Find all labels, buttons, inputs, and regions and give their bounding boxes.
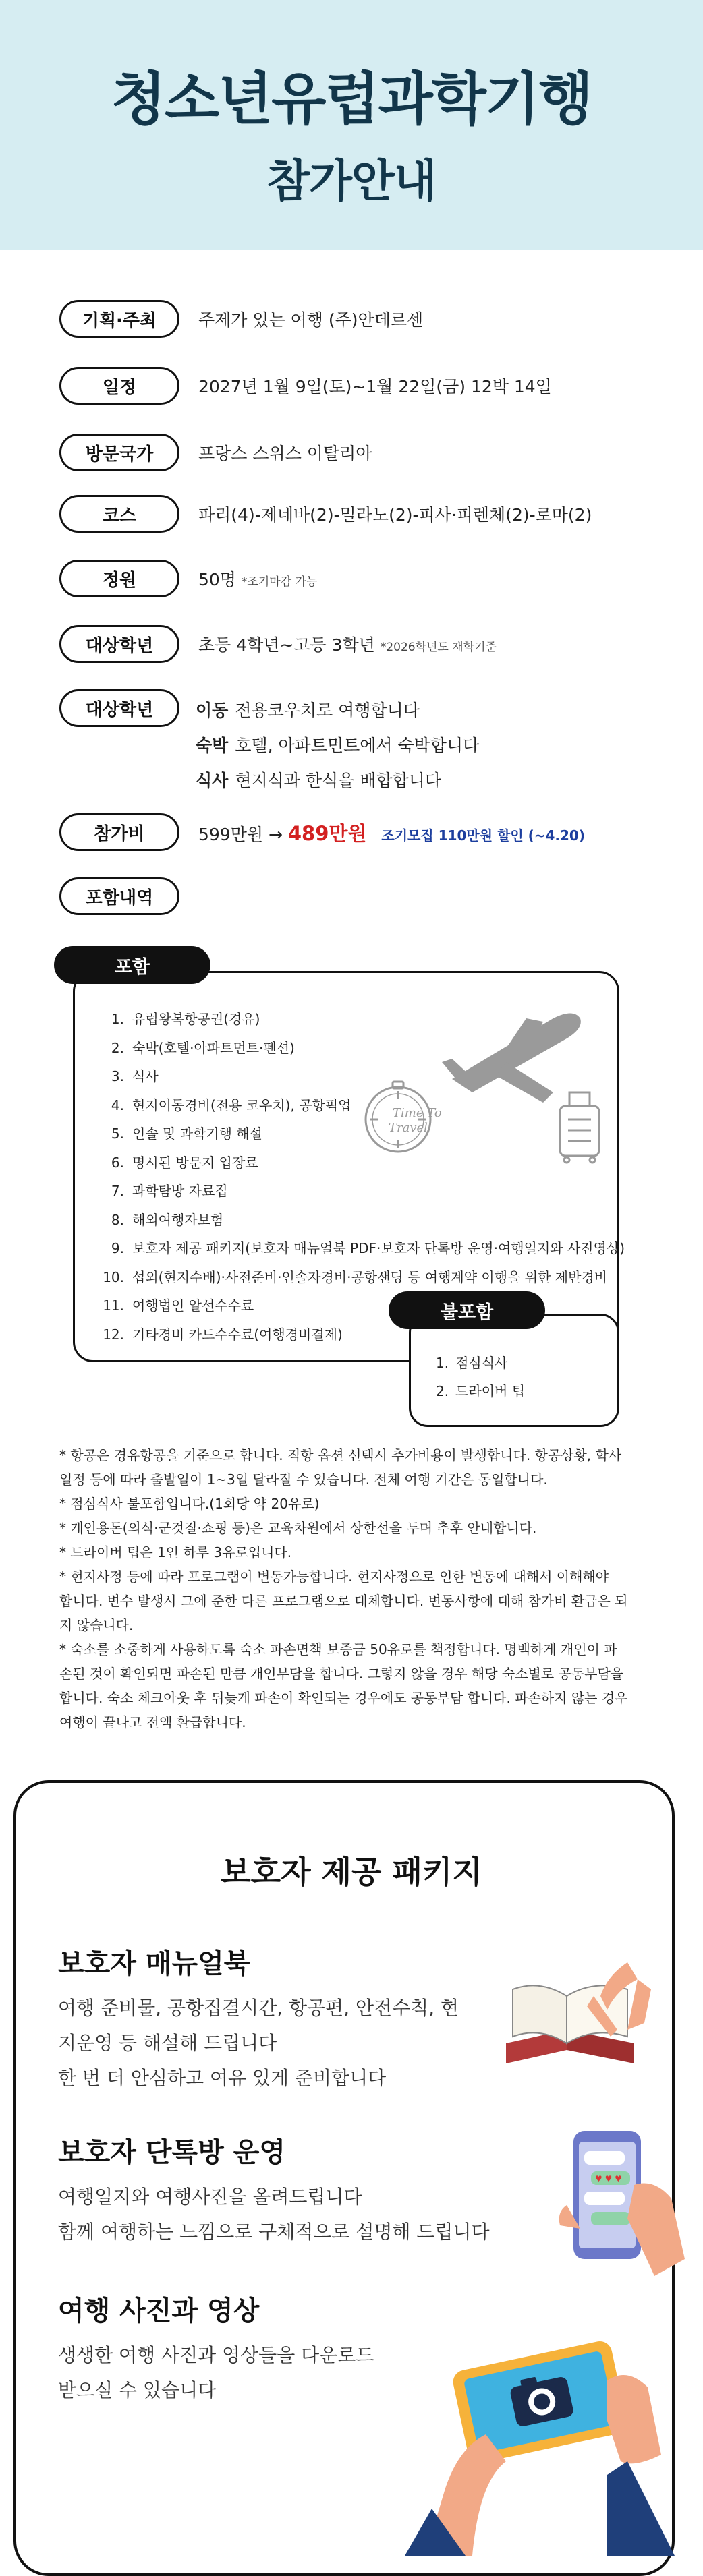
phone-chat-icon [553, 2124, 688, 2279]
target-key: 식사 [196, 771, 229, 790]
item-number: 3. [111, 1068, 124, 1084]
list-item [101, 1263, 625, 1292]
item-text: 여행법인 알선수수료 [132, 1297, 254, 1314]
target-text: 호텔, 아파트먼트에서 숙박합니다 [235, 736, 480, 755]
item-number: 9. [111, 1240, 124, 1256]
fee-value [198, 819, 585, 846]
camera-phone-icon [405, 2286, 688, 2556]
info-row-course [59, 494, 592, 534]
item-text: 인솔 및 과학기행 해설 [132, 1125, 262, 1142]
travel-illustration [351, 991, 607, 1167]
list-item [101, 1234, 625, 1263]
note-line: * 현지사정 등에 따라 프로그램이 변동가능합니다. 현지사정으로 인한 변동에 대해서 이해해야 [59, 1569, 609, 1585]
label-pill: 기획·주최 [59, 300, 179, 338]
countries-value: 프랑스 스위스 이탈리아 [198, 444, 372, 463]
target-line [196, 728, 479, 763]
excluded-tab: 불포함 [389, 1291, 545, 1329]
note-line: * 항공은 경유항공을 기준으로 합니다. 직항 옵션 선택시 추가비용이 발생합니다. 항공상황, 학사 [59, 1447, 622, 1463]
course-value: 파리(4)-제네바(2)-밀라노(2)-피사·피렌체(2)-로마(2) [198, 505, 592, 525]
suitcase-icon [560, 1092, 599, 1163]
text-line: 함께 여행하는 느낌으로 구체적으로 설명해 드립니다 [58, 2221, 490, 2243]
item-number: 1. [436, 1355, 449, 1371]
item-text: 숙박(호텔·아파트먼트·펜션) [132, 1039, 295, 1056]
note-line: 지 않습니다. [59, 1617, 134, 1633]
chatroom-heading: 보호자 단톡방 운영 [58, 2137, 285, 2168]
text-line: 받으실 수 있습니다 [58, 2379, 217, 2401]
svg-text:♥ ♥ ♥: ♥ ♥ ♥ [595, 2174, 622, 2184]
target-key: 숙박 [196, 736, 229, 755]
label-pill: 방문국가 [59, 434, 179, 471]
item-text: 과학탐방 자료집 [132, 1183, 228, 1199]
stamp-text-bottom: Travel [389, 1121, 428, 1135]
manual-heading: 보호자 매뉴얼북 [58, 1948, 250, 1979]
fee-original: 599만원 → [198, 824, 283, 844]
item-number: 5. [111, 1125, 124, 1142]
item-number: 11. [103, 1297, 124, 1314]
item-number: 10. [103, 1268, 124, 1285]
photo-video-heading: 여행 사진과 영상 [58, 2295, 260, 2326]
note-line: * 점심식사 불포함입니다.(1회당 약 20유로) [59, 1496, 320, 1512]
item-number: 7. [111, 1183, 124, 1199]
note-line: * 드라이버 팁은 1인 하루 3유로입니다. [59, 1544, 292, 1560]
excluded-list [436, 1349, 525, 1405]
package-title: 보호자 제공 패키지 [221, 1854, 482, 1890]
info-row-grade [59, 624, 497, 664]
item-text: 유럽왕복항공권(경유) [132, 1011, 260, 1027]
target-text: 전용코우치로 여행합니다 [235, 701, 420, 720]
info-row-schedule [59, 365, 552, 406]
manual-text [58, 1991, 459, 2096]
grade-range: 초등 4학년~고등 3학년 [198, 635, 375, 655]
item-number: 4. [111, 1096, 124, 1113]
label-pill: 대상학년 [59, 689, 179, 727]
chatroom-text [58, 2179, 490, 2250]
item-text: 점심식사 [455, 1355, 508, 1371]
info-row-target [59, 688, 179, 728]
airplane-icon [442, 1014, 581, 1103]
page-subtitle: 참가안내 [266, 155, 437, 207]
schedule-value: 2027년 1월 9일(토)~1월 22일(금) 12박 14일 [198, 377, 552, 397]
item-text: 명시된 방문지 입장료 [132, 1154, 258, 1171]
note-line: 여행이 끝나고 전액 환급합니다. [59, 1714, 246, 1730]
header-banner [0, 0, 703, 250]
note-line: 합니다. 변수 발생시 그에 준한 다른 프로그램으로 대체합니다. 변동사항에 대해 참가비 환급은 되 [59, 1593, 628, 1609]
target-text: 현지식과 한식을 배합합니다 [235, 771, 442, 790]
target-lines [196, 693, 479, 798]
list-item [436, 1349, 525, 1377]
label-pill: 정원 [59, 560, 179, 597]
label-pill: 참가비 [59, 813, 179, 851]
item-text: 섭외(현지수배)·사전준비·인솔자경비·공항샌딩 등 여행계약 이행을 위한 제반경비 [132, 1268, 608, 1285]
item-text: 현지이동경비(전용 코우치), 공항픽업 [132, 1096, 352, 1113]
item-number: 12. [103, 1326, 124, 1343]
item-number: 2. [111, 1039, 124, 1056]
text-line: 여행 준비물, 공항집결시간, 항공편, 안전수칙, 현 [58, 1997, 459, 2019]
page-title: 청소년유럽과학기행 [111, 66, 592, 132]
text-line: 한 번 더 안심하고 여유 있게 준비합니다 [58, 2067, 387, 2089]
item-text: 기타경비 카드수수료(여행경비결제) [132, 1326, 343, 1343]
item-number: 2. [436, 1383, 449, 1399]
stamp-text-top: Time To [393, 1106, 442, 1120]
list-item [436, 1377, 525, 1405]
text-line: 지운영 등 해설해 드립니다 [58, 2032, 277, 2054]
label-pill: 일정 [59, 367, 179, 405]
label-pill: 대상학년 [59, 625, 179, 663]
info-row-includes [59, 876, 179, 916]
text-line: 생생한 여행 사진과 영상들을 다운로드 [58, 2344, 374, 2366]
grade-value [198, 632, 497, 656]
early-discount: 조기모집 110만원 할인 (~4.20) [381, 827, 585, 844]
note-line: 합니다. 숙소 체크아웃 후 뒤늦게 파손이 확인되는 경우에도 공동부담 합니다. 파손하지 않는 경우 [59, 1690, 628, 1706]
list-item [101, 1177, 625, 1206]
grade-note: *2026학년도 재학기준 [380, 641, 497, 654]
item-number: 6. [111, 1154, 124, 1171]
target-line [196, 693, 479, 728]
photo-video-text [58, 2338, 374, 2408]
item-text: 드라이버 팁 [455, 1383, 526, 1399]
info-row-capacity [59, 558, 317, 599]
item-text: 보호자 제공 패키지(보호자 매뉴얼북 PDF·보호자 단톡방 운영·여행일지와 사진영상) [132, 1240, 625, 1256]
note-line: 손된 것이 확인되면 파손된 만큼 개인부담을 합니다. 그렇지 않을 경우 해당 숙소별로 공동부담을 [59, 1666, 624, 1682]
fee-discounted: 489만원 [287, 821, 367, 845]
info-row-organizer [59, 299, 423, 339]
item-text: 식사 [132, 1068, 159, 1084]
label-pill: 코스 [59, 495, 179, 533]
capacity-count: 50명 [198, 570, 236, 589]
item-number: 8. [111, 1211, 124, 1228]
included-tab: 포함 [54, 946, 210, 984]
info-row-fee [59, 812, 585, 852]
note-line: * 숙소를 소중하게 사용하도록 숙소 파손면책 보증금 50유로를 책정합니다. 명백하게 개인이 파 [59, 1641, 617, 1658]
capacity-value [198, 566, 317, 591]
target-key: 이동 [196, 701, 229, 720]
info-row-countries [59, 432, 372, 473]
text-line: 여행일지와 여행사진을 올려드립니다 [58, 2186, 362, 2208]
item-number: 1. [111, 1011, 124, 1027]
list-item [101, 1206, 625, 1235]
label-pill: 포함내역 [59, 877, 179, 915]
capacity-note: *조기마감 가능 [241, 575, 318, 589]
item-text: 해외여행자보험 [132, 1211, 224, 1228]
note-line: * 개인용돈(의식·군것질·쇼핑 등)은 교육차원에서 상한선을 두며 추후 안내합니다. [59, 1520, 537, 1536]
target-line [196, 763, 479, 798]
notes-section [59, 1443, 646, 1734]
organizer-value: 주제가 있는 여행 (주)안데르센 [198, 310, 424, 330]
note-line: 일정 등에 따라 출발일이 1~3일 달라질 수 있습니다. 전체 여행 기간은 동일합니다. [59, 1471, 548, 1488]
open-book-icon [493, 1949, 654, 2084]
